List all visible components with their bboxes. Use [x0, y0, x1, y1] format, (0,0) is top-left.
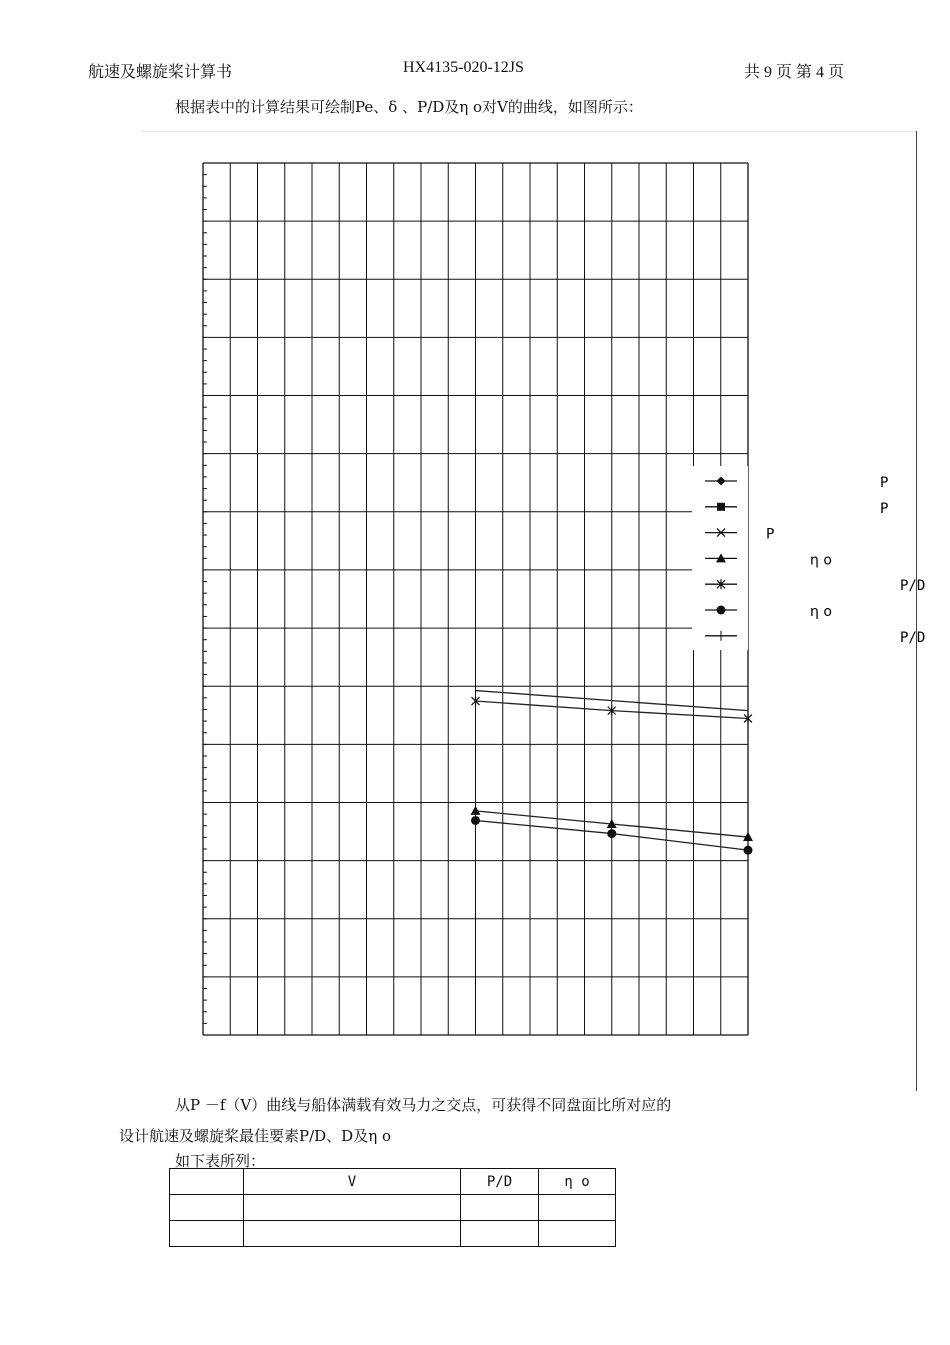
header-doc-number: HX4135-020-12JS [403, 59, 524, 76]
table-cell [539, 1195, 616, 1221]
data-point-circle [471, 816, 480, 825]
table-row [170, 1195, 616, 1221]
legend-marker-square [717, 503, 725, 511]
body-text-line1: 从P －f（V）曲线与船体满载有效马力之交点，可获得不同盘面比所对应的 [175, 1096, 672, 1114]
table-cell [170, 1195, 244, 1221]
legend-label: P [880, 475, 889, 491]
table-header-row [170, 1169, 616, 1195]
body-text-line3: 如下表所列： [175, 1152, 266, 1170]
legend-label: P/D [900, 578, 926, 595]
header-doc-title: 航速及螺旋桨计算书 [88, 64, 233, 81]
legend-label: P/D [900, 629, 926, 646]
intro-text: 根据表中的计算结果可绘制Pe、δ 、P/D及η o对V的曲线，如图所示： [175, 98, 643, 116]
legend-label: P [880, 500, 889, 517]
table-cell [244, 1221, 461, 1247]
legend-label: η o [810, 604, 832, 620]
table-cell [244, 1195, 461, 1221]
header-page-info: 共 9 页 第 4 页 [744, 64, 845, 81]
table-header-cell: V [244, 1169, 461, 1195]
table-header-cell: η o [539, 1169, 616, 1195]
table-cell [170, 1221, 244, 1247]
table-header-cell [170, 1169, 244, 1195]
table-cell [539, 1221, 616, 1247]
body-text-line2: 设计航速及螺旋桨最佳要素P/D、D及η o [119, 1127, 391, 1145]
legend-label: η o [810, 552, 832, 569]
legend-label: P [766, 526, 775, 543]
table-cell [461, 1221, 539, 1247]
table-header-cell: P/D [461, 1169, 539, 1195]
data-point-circle [744, 846, 753, 855]
data-point-triangle [471, 806, 481, 815]
data-point-circle [607, 829, 616, 838]
legend-marker-circle [717, 606, 726, 615]
chart-grid [203, 163, 748, 1035]
result-table [169, 1168, 616, 1247]
table-row [170, 1221, 616, 1247]
table-cell [461, 1195, 539, 1221]
